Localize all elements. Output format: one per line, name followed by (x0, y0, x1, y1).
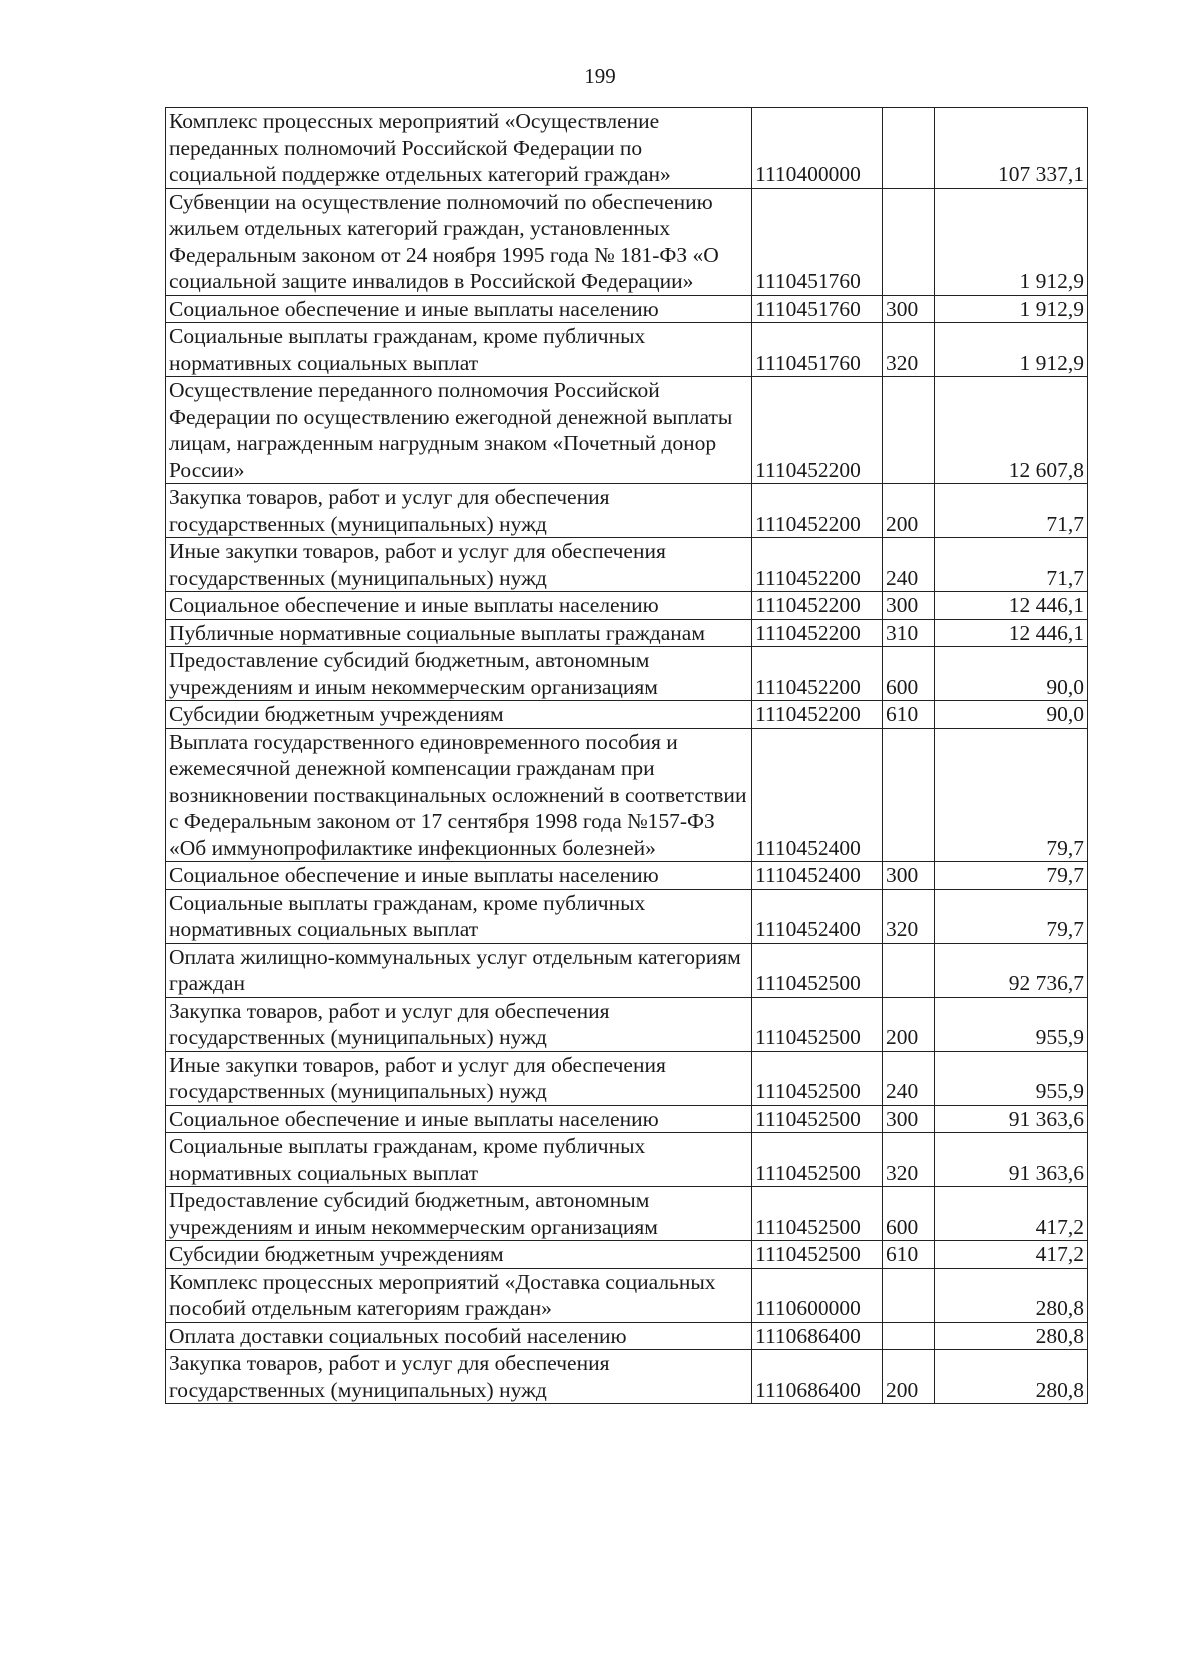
row-amount-cell: 1 912,9 (935, 295, 1088, 323)
row-name-cell: Социальное обеспечение и иные выплаты населению (166, 592, 752, 620)
row-amount-cell: 12 446,1 (935, 592, 1088, 620)
row-expense-type-cell: 610 (883, 701, 935, 729)
row-expense-type-cell: 300 (883, 862, 935, 890)
row-amount-cell: 280,8 (935, 1322, 1088, 1350)
row-code-cell: 1110452500 (752, 997, 883, 1051)
row-name-cell: Комплекс процессных мероприятий «Осуществление переданных полномочий Российской Федерации по социальной поддержке отдельных категорий граждан» (166, 108, 752, 189)
row-code-cell: 1110452500 (752, 1241, 883, 1269)
row-amount-cell: 12 446,1 (935, 619, 1088, 647)
budget-table (165, 107, 1088, 1404)
table-row (166, 943, 1088, 997)
row-name-cell: Оплата доставки социальных пособий населению (166, 1322, 752, 1350)
table-row (166, 889, 1088, 943)
row-expense-type-cell (883, 1322, 935, 1350)
row-expense-type-cell: 200 (883, 997, 935, 1051)
row-expense-type-cell: 320 (883, 1133, 935, 1187)
table-row (166, 1051, 1088, 1105)
table-row (166, 997, 1088, 1051)
row-amount-cell: 417,2 (935, 1187, 1088, 1241)
row-name-cell: Осуществление переданного полномочия Российской Федерации по осуществлению ежегодной денежной выплаты лицам, награжденным нагрудным знаком «Почетный донор России» (166, 377, 752, 484)
row-amount-cell: 107 337,1 (935, 108, 1088, 189)
row-code-cell: 1110452500 (752, 1051, 883, 1105)
row-name-cell: Субсидии бюджетным учреждениям (166, 1241, 752, 1269)
budget-table-body (166, 108, 1088, 1404)
row-name-cell: Социальные выплаты гражданам, кроме публичных нормативных социальных выплат (166, 1133, 752, 1187)
row-expense-type-cell: 300 (883, 1105, 935, 1133)
row-name-cell: Социальные выплаты гражданам, кроме публичных нормативных социальных выплат (166, 889, 752, 943)
row-amount-cell: 12 607,8 (935, 377, 1088, 484)
row-code-cell: 1110686400 (752, 1350, 883, 1404)
table-row (166, 1187, 1088, 1241)
row-name-cell: Социальное обеспечение и иные выплаты населению (166, 862, 752, 890)
table-row (166, 1268, 1088, 1322)
row-amount-cell: 90,0 (935, 701, 1088, 729)
row-expense-type-cell: 300 (883, 592, 935, 620)
row-expense-type-cell (883, 377, 935, 484)
row-expense-type-cell: 600 (883, 647, 935, 701)
row-name-cell: Закупка товаров, работ и услуг для обеспечения государственных (муниципальных) нужд (166, 484, 752, 538)
table-row (166, 377, 1088, 484)
row-amount-cell: 955,9 (935, 997, 1088, 1051)
row-code-cell: 1110451760 (752, 188, 883, 295)
row-name-cell: Социальное обеспечение и иные выплаты населению (166, 295, 752, 323)
row-expense-type-cell: 240 (883, 538, 935, 592)
row-amount-cell: 91 363,6 (935, 1105, 1088, 1133)
row-expense-type-cell: 610 (883, 1241, 935, 1269)
row-code-cell: 1110452200 (752, 484, 883, 538)
row-name-cell: Социальное обеспечение и иные выплаты населению (166, 1105, 752, 1133)
row-amount-cell: 71,7 (935, 538, 1088, 592)
row-code-cell: 1110452500 (752, 1187, 883, 1241)
row-amount-cell: 71,7 (935, 484, 1088, 538)
table-row (166, 108, 1088, 189)
row-code-cell: 1110451760 (752, 323, 883, 377)
row-code-cell: 1110452500 (752, 1105, 883, 1133)
row-amount-cell: 92 736,7 (935, 943, 1088, 997)
table-row (166, 1241, 1088, 1269)
row-expense-type-cell: 320 (883, 323, 935, 377)
row-name-cell: Субсидии бюджетным учреждениям (166, 701, 752, 729)
row-name-cell: Публичные нормативные социальные выплаты гражданам (166, 619, 752, 647)
row-amount-cell: 1 912,9 (935, 188, 1088, 295)
table-row (166, 538, 1088, 592)
row-code-cell: 1110451760 (752, 295, 883, 323)
row-expense-type-cell: 320 (883, 889, 935, 943)
row-expense-type-cell (883, 188, 935, 295)
table-row (166, 188, 1088, 295)
row-name-cell: Предоставление субсидий бюджетным, автономным учреждениям и иным некоммерческим организациям (166, 647, 752, 701)
row-code-cell: 1110452200 (752, 701, 883, 729)
table-row (166, 592, 1088, 620)
row-code-cell: 1110400000 (752, 108, 883, 189)
row-name-cell: Комплекс процессных мероприятий «Доставка социальных пособий отдельным категориям граждан» (166, 1268, 752, 1322)
row-amount-cell: 79,7 (935, 889, 1088, 943)
table-row (166, 323, 1088, 377)
row-name-cell: Субвенции на осуществление полномочий по обеспечению жильем отдельных категорий граждан, установленных Федеральным законом от 24 ноября 1995 года № 181-ФЗ «О социальной защите инвалидов в Российской Федерации» (166, 188, 752, 295)
row-amount-cell: 280,8 (935, 1350, 1088, 1404)
table-row (166, 701, 1088, 729)
row-amount-cell: 79,7 (935, 862, 1088, 890)
row-name-cell: Выплата государственного единовременного пособия и ежемесячной денежной компенсации гражданам при возникновении поствакцинальных осложнений в соответствии с Федеральным законом от 17 сентября 1998 года №157-ФЗ «Об иммунопрофилактике инфекционных болезней» (166, 728, 752, 862)
table-row (166, 728, 1088, 862)
row-amount-cell: 955,9 (935, 1051, 1088, 1105)
row-code-cell: 1110452200 (752, 592, 883, 620)
row-expense-type-cell: 200 (883, 1350, 935, 1404)
table-row (166, 1322, 1088, 1350)
table-row (166, 647, 1088, 701)
row-amount-cell: 280,8 (935, 1268, 1088, 1322)
row-code-cell: 1110686400 (752, 1322, 883, 1350)
row-name-cell: Закупка товаров, работ и услуг для обеспечения государственных (муниципальных) нужд (166, 997, 752, 1051)
table-row (166, 1350, 1088, 1404)
row-expense-type-cell (883, 108, 935, 189)
row-expense-type-cell (883, 1268, 935, 1322)
table-row (166, 1105, 1088, 1133)
row-code-cell: 1110452200 (752, 377, 883, 484)
row-code-cell: 1110452500 (752, 1133, 883, 1187)
row-name-cell: Предоставление субсидий бюджетным, автономным учреждениям и иным некоммерческим организациям (166, 1187, 752, 1241)
row-code-cell: 1110452400 (752, 862, 883, 890)
row-code-cell: 1110452200 (752, 647, 883, 701)
row-amount-cell: 79,7 (935, 728, 1088, 862)
row-expense-type-cell: 310 (883, 619, 935, 647)
row-code-cell: 1110452200 (752, 619, 883, 647)
row-code-cell: 1110452400 (752, 728, 883, 862)
row-expense-type-cell: 200 (883, 484, 935, 538)
table-row (166, 484, 1088, 538)
table-row (166, 862, 1088, 890)
row-expense-type-cell: 600 (883, 1187, 935, 1241)
table-row (166, 619, 1088, 647)
row-code-cell: 1110452400 (752, 889, 883, 943)
row-amount-cell: 417,2 (935, 1241, 1088, 1269)
row-amount-cell: 91 363,6 (935, 1133, 1088, 1187)
row-expense-type-cell: 300 (883, 295, 935, 323)
row-name-cell: Иные закупки товаров, работ и услуг для обеспечения государственных (муниципальных) нужд (166, 538, 752, 592)
row-code-cell: 1110600000 (752, 1268, 883, 1322)
row-code-cell: 1110452200 (752, 538, 883, 592)
table-row (166, 295, 1088, 323)
row-name-cell: Иные закупки товаров, работ и услуг для обеспечения государственных (муниципальных) нужд (166, 1051, 752, 1105)
row-expense-type-cell: 240 (883, 1051, 935, 1105)
row-expense-type-cell (883, 943, 935, 997)
row-expense-type-cell (883, 728, 935, 862)
page-number: 199 (584, 64, 616, 88)
row-amount-cell: 90,0 (935, 647, 1088, 701)
row-amount-cell: 1 912,9 (935, 323, 1088, 377)
row-name-cell: Закупка товаров, работ и услуг для обеспечения государственных (муниципальных) нужд (166, 1350, 752, 1404)
row-name-cell: Оплата жилищно-коммунальных услуг отдельным категориям граждан (166, 943, 752, 997)
table-row (166, 1133, 1088, 1187)
row-name-cell: Социальные выплаты гражданам, кроме публичных нормативных социальных выплат (166, 323, 752, 377)
row-code-cell: 1110452500 (752, 943, 883, 997)
